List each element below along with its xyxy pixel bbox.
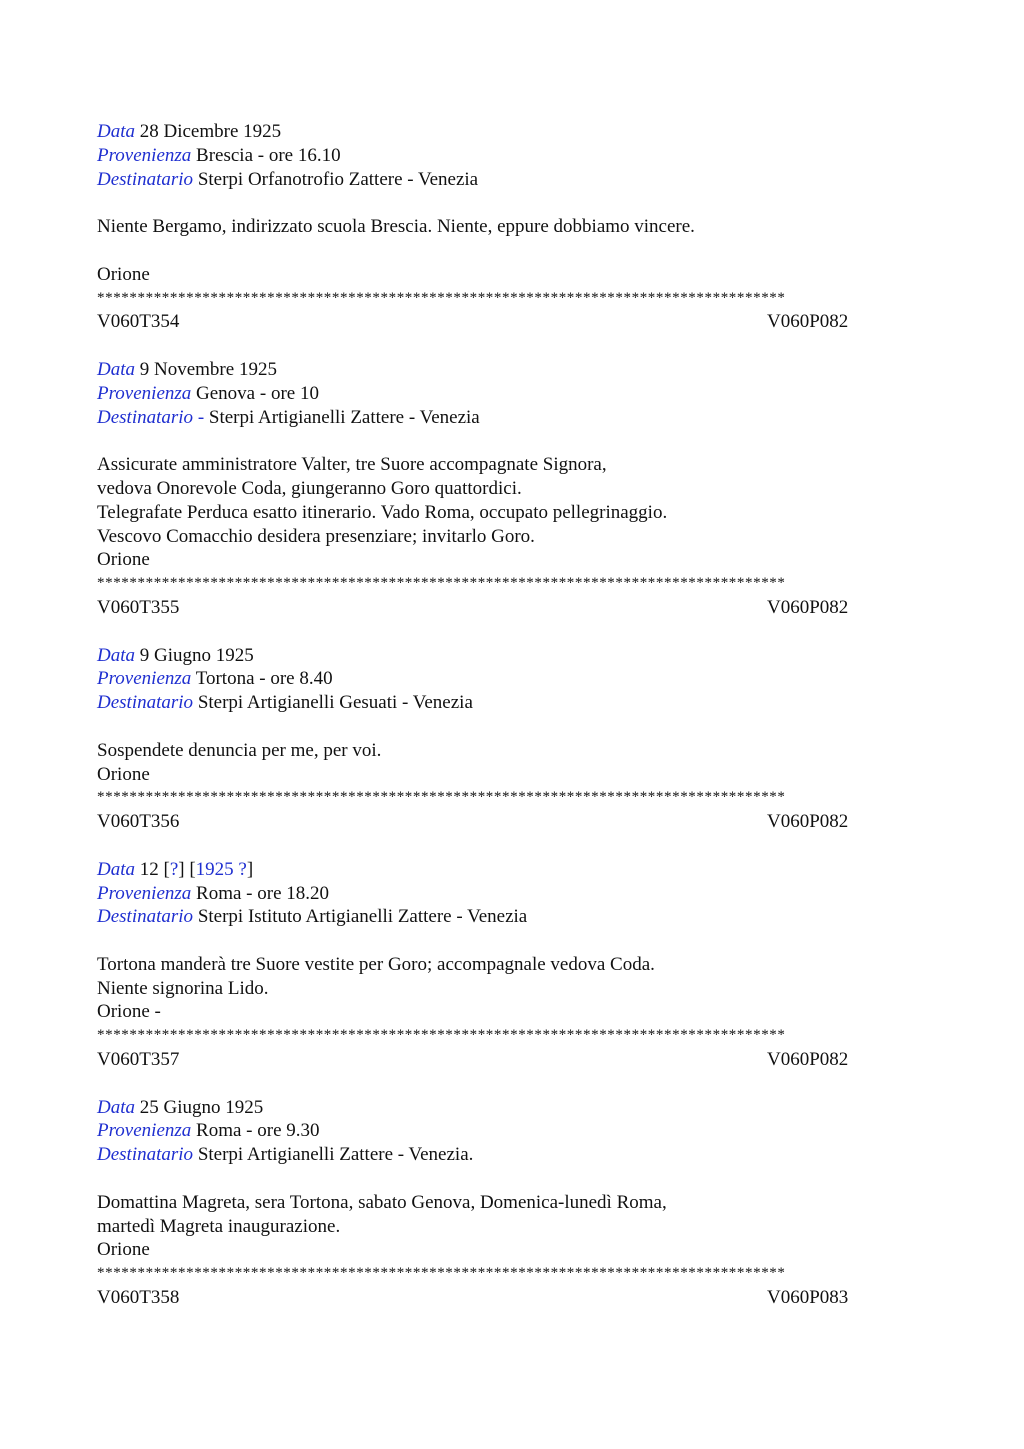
intro-destinatario-line <box>97 168 927 192</box>
entry-body-line: Vescovo Comacchio desidera presenziare; invitarlo Goro. <box>97 525 535 547</box>
entry-body-line: vedova Onorevole Coda, giungeranno Goro quattordici. <box>97 477 522 499</box>
entry-signature: Orione <box>97 763 150 785</box>
entry-codes <box>97 1286 927 1310</box>
provenienza-value: Roma - ore 18.20 <box>196 882 330 904</box>
entry-data-line <box>97 1096 927 1120</box>
destinatario-dash: - <box>193 406 205 428</box>
blank-line <box>97 620 927 644</box>
separator: ************************************************************************************* <box>97 575 786 592</box>
intro-body: Niente Bergamo, indirizzato scuola Brescia. Niente, eppure dobbiamo vincere. <box>97 216 695 238</box>
entry-provenienza-line <box>97 667 927 691</box>
code-right: V060P082 <box>767 1049 849 1071</box>
blank-line <box>97 834 927 858</box>
code-left: V060T356 <box>97 811 180 833</box>
data-value: 25 Giugno 1925 <box>139 1096 264 1118</box>
data-label: Data <box>97 358 135 380</box>
destinatario-value: Sterpi Istituto Artigianelli Zattere - Venezia <box>197 906 528 928</box>
code-left: V060T355 <box>97 596 180 618</box>
entry-destinatario-line <box>97 691 927 715</box>
entry-provenienza-line <box>97 882 927 906</box>
data-value-prefix: 12 [ <box>139 858 170 880</box>
entry-data-line <box>97 644 927 668</box>
blank-line <box>97 334 927 358</box>
intro-provenienza-line <box>97 144 927 168</box>
entry-destinatario-line <box>97 1143 927 1167</box>
destinatario-label: Destinatario <box>97 168 194 190</box>
code-right: V060P082 <box>767 596 849 618</box>
data-value-mid: ] [ <box>178 858 196 880</box>
provenienza-label: Provenienza <box>97 144 192 166</box>
document-page <box>97 120 927 1310</box>
entry-destinatario-line <box>97 406 927 430</box>
entry-provenienza-line <box>97 382 927 406</box>
data-value-suffix: ] <box>246 858 254 880</box>
entry-body-line: martedì Magreta inaugurazione. <box>97 1215 341 1237</box>
blank-line <box>97 239 927 263</box>
entry-body-line: Assicurate amministratore Valter, tre Suore accompagnate Signora, <box>97 454 607 476</box>
entry-destinatario-line <box>97 905 927 929</box>
destinatario-label: Destinatario <box>97 692 194 714</box>
entry-provenienza-line <box>97 1119 927 1143</box>
intro-codes <box>97 310 927 334</box>
provenienza-label: Provenienza <box>97 882 192 904</box>
destinatario-value: Sterpi Orfanotrofio Zattere - Venezia <box>197 168 479 190</box>
destinatario-value: Sterpi Artigianelli Zattere - Venezia. <box>197 1144 474 1166</box>
separator: ************************************************************************************* <box>97 289 786 306</box>
separator: ************************************************************************************* <box>97 1265 786 1282</box>
data-value-uncertain-month: ? <box>169 858 179 880</box>
destinatario-value: Sterpi Artigianelli Zattere - Venezia <box>204 406 480 428</box>
entry-data-line <box>97 858 927 882</box>
data-label: Data <box>97 858 135 880</box>
code-left: V060T358 <box>97 1287 180 1309</box>
provenienza-label: Provenienza <box>97 1120 192 1142</box>
entry-codes <box>97 596 927 620</box>
data-label: Data <box>97 644 135 666</box>
separator: ************************************************************************************* <box>97 789 786 806</box>
provenienza-label: Provenienza <box>97 382 192 404</box>
data-value: 9 Giugno 1925 <box>139 644 254 666</box>
destinatario-value: Sterpi Artigianelli Gesuati - Venezia <box>197 692 473 714</box>
provenienza-value: Brescia - ore 16.10 <box>196 144 341 166</box>
entry-signature: Orione <box>97 1239 150 1261</box>
blank-line <box>97 929 927 953</box>
entry-body-line: Niente signorina Lido. <box>97 977 269 999</box>
data-value-uncertain-year: 1925 ? <box>195 858 247 880</box>
code-right: V060P083 <box>767 1287 849 1309</box>
provenienza-value: Genova - ore 10 <box>196 382 319 404</box>
entry-signature: Orione - <box>97 1001 161 1023</box>
provenienza-value: Tortona - ore 8.40 <box>195 668 333 690</box>
entry-body-line: Domattina Magreta, sera Tortona, sabato Genova, Domenica-lunedì Roma, <box>97 1191 667 1213</box>
intro-data-line <box>97 120 927 144</box>
destinatario-label: Destinatario <box>97 406 194 428</box>
entry-body-line: Sospendete denuncia per me, per voi. <box>97 739 382 761</box>
blank-line <box>97 1072 927 1096</box>
data-value: 9 Novembre 1925 <box>139 358 277 380</box>
entry-signature: Orione <box>97 549 150 571</box>
provenienza-label: Provenienza <box>97 668 192 690</box>
entry-codes <box>97 810 927 834</box>
intro-signature: Orione <box>97 263 150 285</box>
code-left: V060T357 <box>97 1049 180 1071</box>
data-label: Data <box>97 121 135 142</box>
entry-data-line <box>97 358 927 382</box>
data-value: 28 Dicembre 1925 <box>139 121 282 142</box>
data-label: Data <box>97 1096 135 1118</box>
separator: ************************************************************************************* <box>97 1027 786 1044</box>
code-right: V060P082 <box>767 811 849 833</box>
entry-codes <box>97 1048 927 1072</box>
provenienza-value: Roma - ore 9.30 <box>196 1120 320 1142</box>
blank-line <box>97 715 927 739</box>
destinatario-label: Destinatario <box>97 1144 194 1166</box>
blank-line <box>97 191 927 215</box>
destinatario-label: Destinatario <box>97 906 194 928</box>
code-right: V060P082 <box>767 311 849 333</box>
code-left: V060T354 <box>97 311 180 333</box>
entry-body-line: Tortona manderà tre Suore vestite per Goro; accompagnale vedova Coda. <box>97 953 655 975</box>
entry-body-line: Telegrafate Perduca esatto itinerario. Vado Roma, occupato pellegrinaggio. <box>97 501 668 523</box>
blank-line <box>97 1167 927 1191</box>
blank-line <box>97 429 927 453</box>
